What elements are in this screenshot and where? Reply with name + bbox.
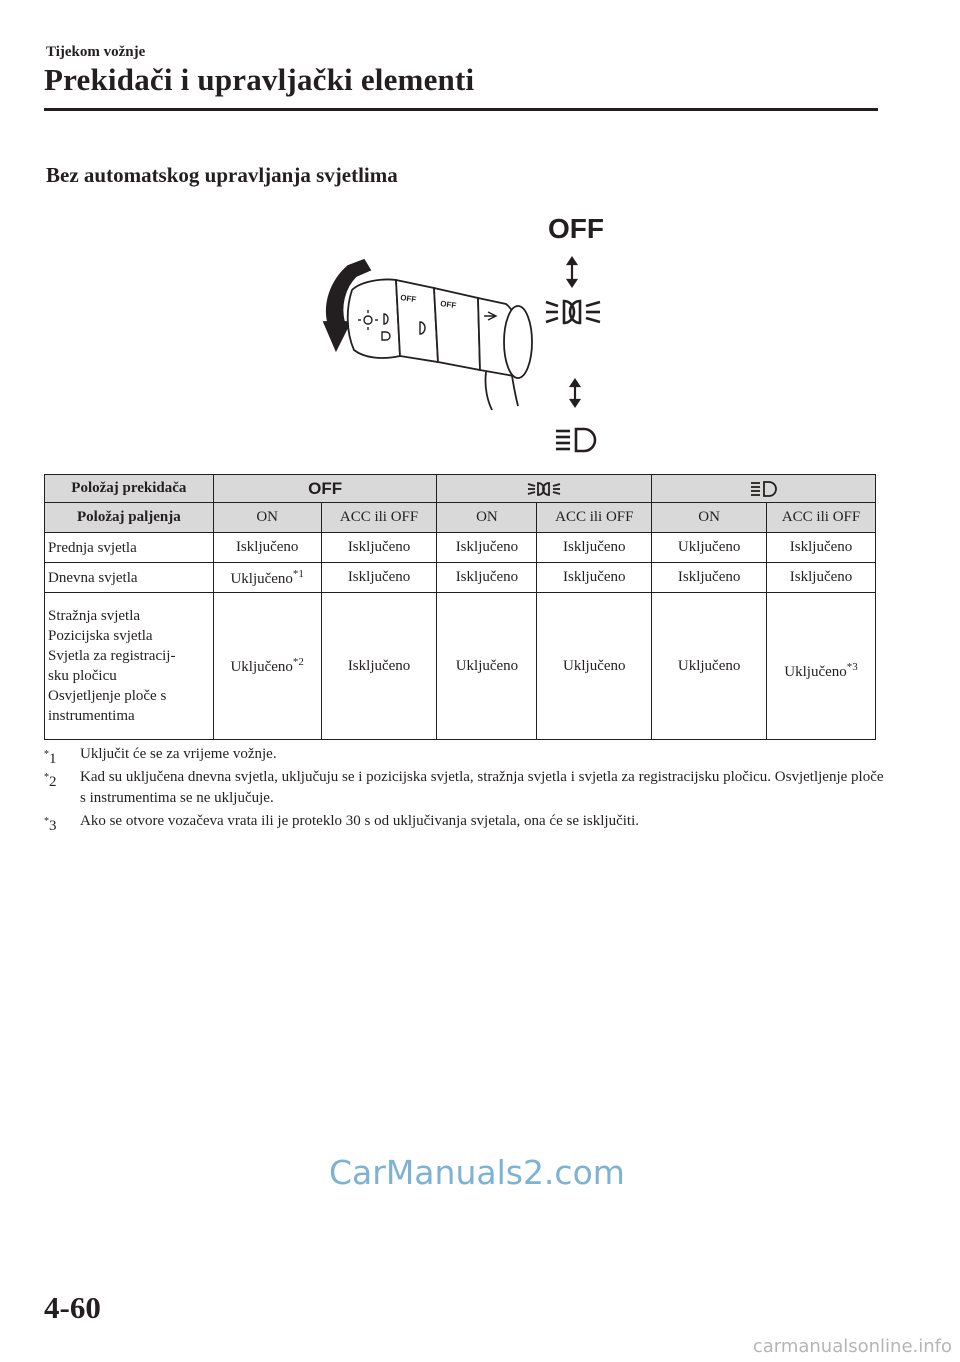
ignition-value: ACC ili OFF xyxy=(537,503,652,533)
page-title: Prekidači i upravljački elementi xyxy=(44,62,475,97)
light-switch-illustration xyxy=(300,204,640,466)
table-cell: Isključeno xyxy=(321,563,437,593)
lever-off-label: OFF xyxy=(399,293,417,305)
headlights-icon xyxy=(556,429,595,451)
table-cell: Uključeno$^{*3}$ xyxy=(767,593,876,740)
table-cell: Isključeno xyxy=(652,563,767,593)
chapter-label: Tijekom vožnje xyxy=(46,44,146,60)
ignition-value: ON xyxy=(213,503,321,533)
table-cell: Isključeno xyxy=(437,533,537,563)
table-cell: Uključeno$^{*1}$ xyxy=(213,563,321,593)
table-cell: Uključeno$^{*2}$ xyxy=(213,593,321,740)
page-number: 4-60 xyxy=(44,1290,101,1325)
ignition-position-label: Položaj paljenja xyxy=(45,503,214,533)
footnote: *3 Ako se otvore vozačeva vrata ili je proteklo 30 s od uključivanja svjetala, ona će se isključiti. xyxy=(44,813,639,834)
section-title: Bez automatskog upravljanja svjetlima xyxy=(46,163,398,187)
table-cell: Isključeno xyxy=(213,533,321,563)
switch-position-label: Položaj prekidača xyxy=(45,475,214,503)
table-cell: Isključeno xyxy=(767,533,876,563)
footnotes xyxy=(44,744,884,834)
ignition-value: ON xyxy=(437,503,537,533)
site-watermark: carmanualsonline.info xyxy=(752,1336,952,1357)
ignition-value: ON xyxy=(652,503,767,533)
footnote-ref: *3 xyxy=(846,661,858,673)
row-label: Prednja svjetla xyxy=(45,533,214,563)
table-cell: Isključeno xyxy=(537,563,652,593)
ignition-value: ACC ili OFF xyxy=(767,503,876,533)
table-row xyxy=(45,593,876,740)
arrow-up-down-icon xyxy=(571,380,579,406)
headlights-column-header xyxy=(652,475,876,503)
off-column-header xyxy=(213,475,437,503)
table-row xyxy=(45,563,876,593)
parking-lights-icon xyxy=(527,480,561,498)
table-cell: Isključeno xyxy=(321,593,437,740)
table-row xyxy=(45,533,876,563)
row-label: Stražnja svjetla Pozicijska svjetla Svjetla za registracij- sku pločicu Osvjetljenje ploče s instrumentima xyxy=(45,593,214,740)
table-cell: Uključeno xyxy=(537,593,652,740)
parking-lights-icon xyxy=(546,301,600,323)
table-cell: Isključeno xyxy=(321,533,437,563)
arrow-up-down-icon xyxy=(568,258,576,286)
footnote: *2 Kad su uključena dnevna svjetla, uključuju se i pozicijska svjetla, stražnja svjetla i svjetla za registracijsku pločicu. Osvjetljenje ploče s instrumentima se ne uključuje. xyxy=(44,769,884,806)
table-cell: Uključeno xyxy=(652,593,767,740)
light-status-table xyxy=(44,474,876,740)
footnote-ref: *2 xyxy=(292,656,304,668)
headlights-icon xyxy=(750,480,778,498)
table-cell: Uključeno xyxy=(437,593,537,740)
parking-column-header xyxy=(437,475,652,503)
watermark: CarManuals2.com xyxy=(329,1153,625,1192)
header-divider xyxy=(44,108,878,111)
lever-stalk xyxy=(324,260,532,410)
off-position-label: OFF xyxy=(548,213,604,244)
table-header-row xyxy=(45,475,876,503)
row-label: Dnevna svjetla xyxy=(45,563,214,593)
ignition-row xyxy=(45,503,876,533)
table-cell: Isključeno xyxy=(767,563,876,593)
footnote: *1 Uključit će se za vrijeme vožnje. xyxy=(44,746,277,767)
footnote-ref: *1 xyxy=(292,567,304,580)
table-cell: Isključeno xyxy=(537,533,652,563)
off-column-label: OFF xyxy=(308,478,343,498)
table-cell: Uključeno xyxy=(652,533,767,563)
ignition-value: ACC ili OFF xyxy=(321,503,437,533)
lever-off-label: OFF xyxy=(439,299,457,311)
table-cell: Isključeno xyxy=(437,563,537,593)
